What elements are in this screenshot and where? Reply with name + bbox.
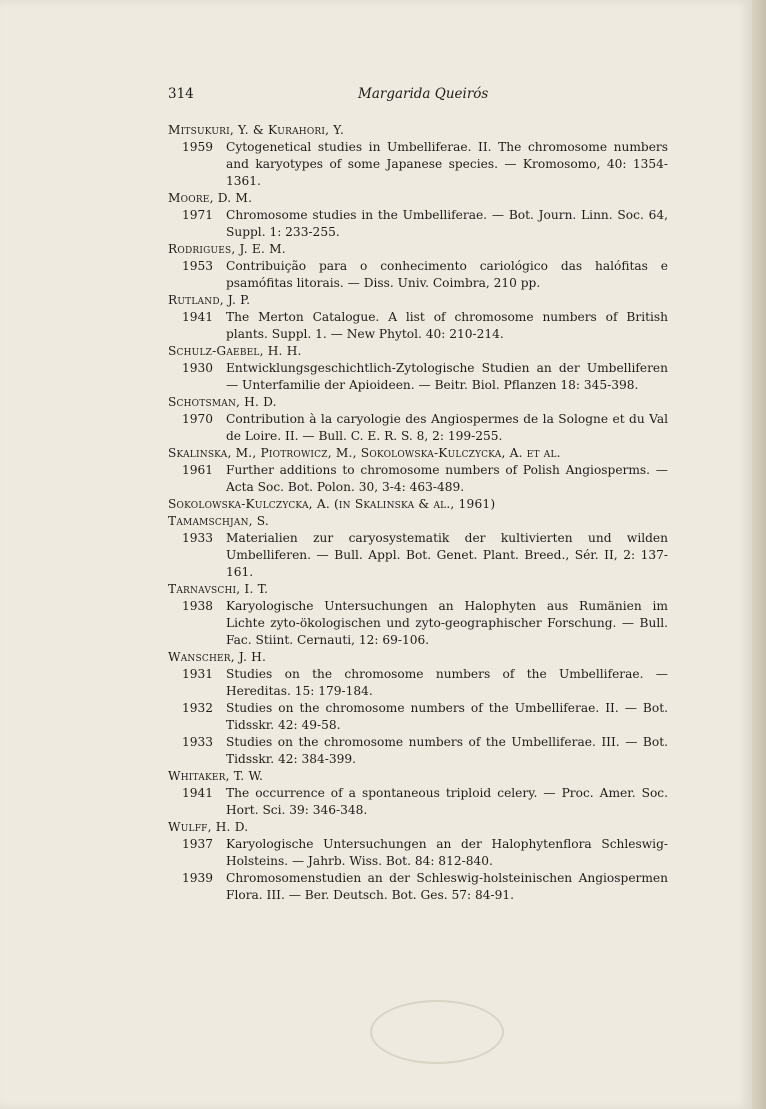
reference-text: The Merton Catalogue. A list of chromosome numbers of British plants. Suppl. 1. — New Phytol. 40: 210-214. (226, 310, 668, 341)
reference-author: Rutland, J. P. (168, 293, 251, 307)
running-title: Margarida Queirós (358, 86, 489, 102)
reference-text: Chromosome studies in the Umbelliferae. — Bot. Journ. Linn. Soc. 64, Suppl. 1: 233-255. (226, 208, 668, 239)
reference-author: Tarnavschi, I. T. (168, 582, 269, 596)
page-number: 314 (168, 86, 194, 102)
reference-text: Contribuição para o conhecimento cariológico das halófitas e psamófitas litorais. — Diss. Univ. Coimbra, 210 pp. (226, 259, 668, 290)
reference-entry (168, 309, 668, 343)
reference-year: 1933 (182, 531, 214, 545)
reference-year: 1937 (182, 837, 214, 851)
reference-entry (168, 360, 668, 394)
reference-text: Cytogenetical studies in Umbelliferae. II. The chromosome numbers and karyotypes of some Japanese species. — Kromosomo, 40: 1354-1361. (226, 140, 668, 188)
reference-text: Studies on the chromosome numbers of the Umbelliferae. III. — Bot. Tidsskr. 42: 384-399. (226, 735, 668, 766)
library-stamp (370, 1000, 504, 1064)
reference-text: Contribution à la caryologie des Angiospermes de la Sologne et du Val de Loire. II. — Bull. C. E. R. S. 8, 2: 199-255. (226, 412, 668, 443)
reference-entry (168, 258, 668, 292)
reference-entry (168, 598, 668, 649)
reference-entry (168, 530, 668, 581)
page-edge (752, 0, 766, 1109)
reference-entry (168, 666, 668, 700)
reference-text: Studies on the chromosome numbers of the Umbelliferae. II. — Bot. Tidsskr. 42: 49-58. (226, 701, 668, 732)
reference-year: 1971 (182, 208, 214, 222)
reference-entry (168, 207, 668, 241)
reference-year: 1961 (182, 463, 214, 477)
reference-text: Studies on the chromosome numbers of the Umbelliferae. — Hereditas. 15: 179-184. (226, 667, 668, 698)
reference-author: Whitaker, T. W. (168, 769, 264, 783)
reference-text: Further additions to chromosome numbers of Polish Angiosperms. — Acta Soc. Bot. Polon. 30, 3-4: 463-489. (226, 463, 668, 494)
reference-year: 1933 (182, 735, 214, 749)
reference-author: Moore, D. M. (168, 191, 253, 205)
reference-author: Schulz-Gaebel, H. H. (168, 344, 302, 358)
reference-text: The occurrence of a spontaneous triploid celery. — Proc. Amer. Soc. Hort. Sci. 39: 346-348. (226, 786, 668, 817)
reference-year: 1931 (182, 667, 214, 681)
reference-author: Wulff, H. D. (168, 820, 249, 834)
reference-text: Entwicklungsgeschichtlich-Zytologische Studien an der Umbelliferen — Unterfamilie der Apioideen. — Beitr. Biol. Pflanzen 18: 345-398. (226, 361, 668, 392)
reference-list (168, 122, 668, 904)
reference-author: Sokolowska-Kulczycka, A. (in Skalinska & al., 1961) (168, 497, 496, 511)
reference-entry (168, 139, 668, 190)
reference-year: 1970 (182, 412, 214, 426)
reference-text: Karyologische Untersuchungen an Halophyten aus Rumänien im Lichte zyto-ökologischen und zyto-geographischer Forschung. — Bull. Fac. Stiint. Cernauti, 12: 69-106. (226, 599, 668, 647)
reference-year: 1941 (182, 786, 214, 800)
reference-entry (168, 785, 668, 819)
reference-year: 1932 (182, 701, 214, 715)
reference-author: Wanscher, J. H. (168, 650, 267, 664)
reference-author: Skalinska, M., Piotrowicz, M., Sokolowska-Kulczycka, A. et al. (168, 446, 561, 460)
reference-year: 1939 (182, 871, 214, 885)
reference-author: Rodrigues, J. E. M. (168, 242, 286, 256)
reference-author: Mitsukuri, Y. & Kurahori, Y. (168, 123, 345, 137)
reference-year: 1959 (182, 140, 214, 154)
reference-entry (168, 462, 668, 496)
reference-text: Materialien zur caryosystematik der kultivierten und wilden Umbelliferen. — Bull. Appl. Bot. Genet. Plant. Breed., Sér. II, 2: 137-161. (226, 531, 668, 579)
reference-text: Karyologische Untersuchungen an der Halophytenflora Schleswig-Holsteins. — Jahrb. Wiss. Bot. 84: 812-840. (226, 837, 668, 868)
reference-year: 1941 (182, 310, 214, 324)
reference-text: Chromosomenstudien an der Schleswig-holsteinischen Angiospermen Flora. III. — Ber. Deutsch. Bot. Ges. 57: 84-91. (226, 871, 668, 902)
reference-entry (168, 734, 668, 768)
reference-entry (168, 700, 668, 734)
reference-author: Schotsman, H. D. (168, 395, 277, 409)
reference-author: Tamamschjan, S. (168, 514, 269, 528)
reference-entry (168, 836, 668, 870)
reference-entry (168, 411, 668, 445)
reference-year: 1953 (182, 259, 214, 273)
reference-year: 1938 (182, 599, 214, 613)
page-header (168, 86, 668, 108)
reference-entry (168, 870, 668, 904)
reference-year: 1930 (182, 361, 214, 375)
